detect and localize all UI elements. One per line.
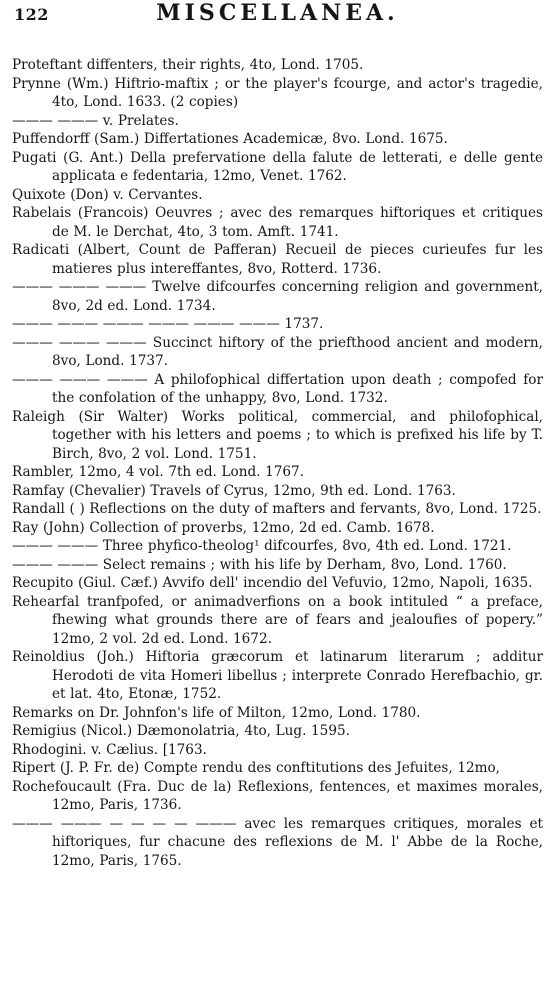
running-title: MISCELLANEA. [156,0,399,26]
catalogue-entry: Remigius (Nicol.) Dæmonolatria, 4to, Lug. 1595. [12,723,350,739]
catalogue-entry: ——— ——— — — — — ——— avec les remarques critiques, morales et hiftoriques, fur chacune des reflexions de M. l' Abbe de la Roche, 12mo, Paris, 1765. [12,815,543,869]
catalogue-entry: Ray (John) Collection of proverbs, 12mo, 2d ed. Camb. 1678. [12,519,435,536]
catalogue-entry: Rochefoucault (Fra. Duc de la) Reflexions, fentences, et maximes morales, 12mo, Paris, 1736. [12,778,543,813]
catalogue-entry: Raleigh (Sir Walter) Works political, commercial, and philofophical, together with his letters and poems ; to which is prefixed his life by T. Birch, 8vo, 2 vol. Lond. 1751. [12,408,543,462]
catalogue-entries [12,56,543,870]
catalogue-entry: Rabelais (Francois) Oeuvres ; avec des remarques hiftoriques et critiques de M. le Derchat, 4to, 3 tom. Amft. 1741. [12,205,543,240]
catalogue-entry: Recupito (Giul. Cæf.) Avvifo dell' incendio del Vefuvio, 12mo, Napoli, 1635. [12,575,533,591]
catalogue-entry: Reinoldius (Joh.) Hiftoria græcorum et latinarum literarum ; additur Herodoti de vita Homeri libellus ; interprete Conrado Herefbachio, gr. et lat. 4to, Etonæ, 1752. [12,649,543,702]
catalogue-entry: Rehearfal tranfpofed, or animadverfions on a book intituled “ a preface, fhewing what grounds there are of fears and jealoufies of popery.” 12mo, 2 vol. 2d ed. Lond. 1672. [12,593,543,647]
catalogue-entry: ——— ——— ——— Twelve difcourfes concerning religion and government, 8vo, 2d ed. Lond. 1734. [12,279,543,314]
catalogue-entry: Proteftant diffenters, their rights, 4to, Lond. 1705. [12,57,364,73]
catalogue-entry: Quixote (Don) v. Cervantes. [12,186,203,203]
catalogue-entry: Pugati (G. Ant.) Della prefervatione della falute de letterati, e delle gente applicata e fedentaria, 12mo, Venet. 1762. [12,149,543,184]
catalogue-entry: ——— ——— ——— ——— ——— ——— 1737. [12,316,324,332]
catalogue-entry: ——— ——— Three phyfico-theolog¹ difcourfes, 8vo, 4th ed. Lond. 1721. [12,538,512,554]
catalogue-entry: ——— ——— ——— Succinct hiftory of the priefthood ancient and modern, 8vo, Lond. 1737. [12,334,543,369]
catalogue-entry: ——— ——— Select remains ; with his life by Derham, 8vo, Lond. 1760. [12,556,507,573]
page-header [12,0,543,34]
catalogue-entry: Ripert (J. P. Fr. de) Compte rendu des conftitutions des Jefuites, 12mo, [12,760,501,776]
catalogue-entry: Puffendorff (Sam.) Differtationes Academicæ, 8vo. Lond. 1675. [12,131,448,147]
catalogue-entry: ——— ——— ——— A philofophical differtation upon death ; compofed for the confolation of the unhappy, 8vo, Lond. 1732. [12,371,543,406]
catalogue-entry: Rambler, 12mo, 4 vol. 7th ed. Lond. 1767. [12,464,305,480]
catalogue-entry: Remarks on Dr. Johnfon's life of Milton, 12mo, Lond. 1780. [12,704,421,721]
page-number: 122 [14,5,49,24]
catalogue-entry: Rhodogini. v. Cælius. [1763. [12,741,207,758]
catalogue-entry: Ramfay (Chevalier) Travels of Cyrus, 12mo, 9th ed. Lond. 1763. [12,482,456,499]
catalogue-entry: Radicati (Albert, Count de Pafferan) Recueil de pieces curieufes fur les matieres plus intereffantes, 8vo, Rotterd. 1736. [12,242,543,277]
catalogue-entry: ——— ——— v. Prelates. [12,112,179,129]
catalogue-entry: Prynne (Wm.) Hiftrio-maftix ; or the player's fcourge, and actor's tragedie, 4to, Lond. 1633. (2 copies) [12,75,543,110]
catalogue-entry: Randall ( ) Reflections on the duty of mafters and fervants, 8vo, Lond. 1725. [12,501,542,517]
